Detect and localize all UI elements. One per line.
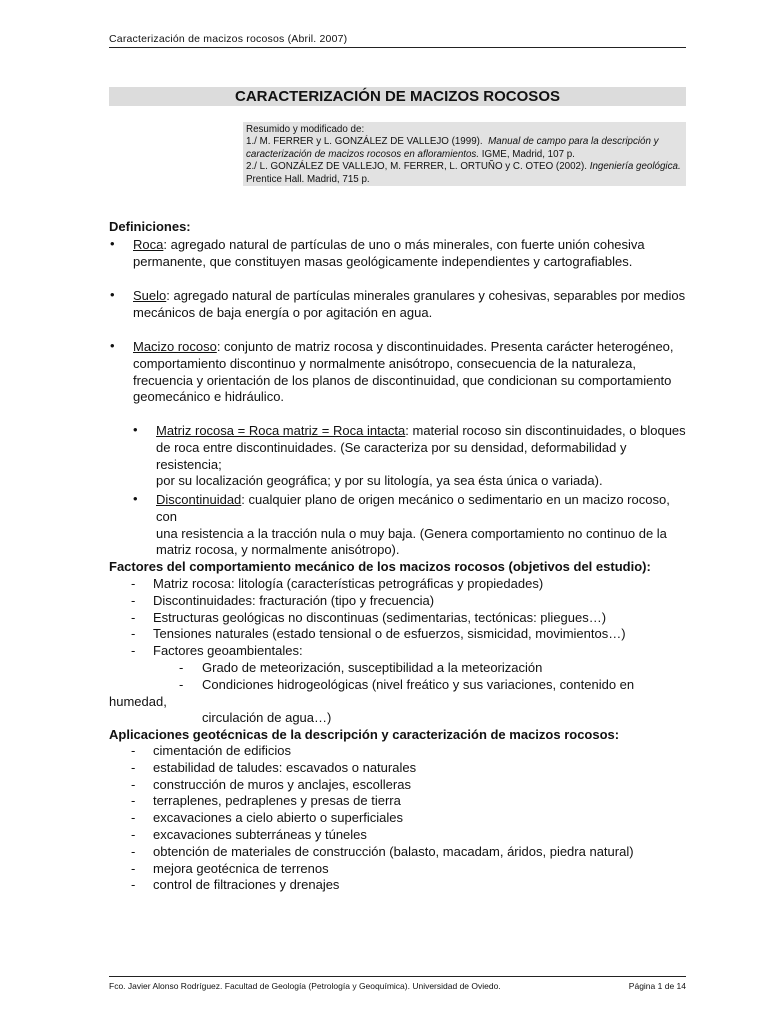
term-discontinuidad: Discontinuidad — [156, 492, 242, 507]
list-item: - construcción de muros y anclajes, escolleras — [131, 776, 411, 792]
list-item: - terraplenes, pedraplenes y presas de tierra — [131, 793, 401, 809]
list-item: - cimentación de edificios — [131, 743, 292, 758]
list-item: - Estructuras geológicas no discontinuas (sedimentarias, tectónicas: pliegues…) — [131, 609, 607, 625]
list-item: - Discontinuidades: fracturación (tipo y frecuencia) — [131, 592, 435, 608]
def-macizo-rocoso: Macizo rocoso: conjunto de matriz rocosa y discontinuidades. Presenta carácter heterogéneo, comportamiento discontinuo y normalmente anisótropo, consecuencia de la naturaleza, frecuencia y orientación de los planos de discontinuidad, que condicionan su comportamiento geomecánico e hidráulico. — [133, 339, 674, 405]
list-item: - control de filtraciones y drenajes — [131, 877, 340, 893]
reference-intro: Resumido y modificado de: — [246, 124, 365, 135]
running-header: Caracterización de macizos rocosos (Abril. 2007) — [109, 33, 348, 45]
page-title: CARACTERIZACIÓN DE MACIZOS ROCOSOS — [109, 87, 686, 106]
sub-list-item: - Condiciones hidrogeológicas (nivel freático y sus variaciones, contenido en humedad, — [109, 676, 635, 709]
list-item: - Matriz rocosa: litología (características petrográficas y propiedades) — [131, 576, 544, 591]
def-roca: Roca: agregado natural de partículas de uno o más minerales, con fuerte unión cohesiva permanente, que constituyen masas geológicamente independientes y cartografiables. — [133, 237, 645, 269]
def-discontinuidad: Discontinuidad: cualquier plano de origen mecánico o sedimentario en un macizo rocoso, con una resistencia a la tracción nula o muy baja. (Genera comportamiento no continuo de la matriz rocosa, y normalmente anisótropo). — [156, 492, 670, 558]
list-item: - excavaciones a cielo abierto o superficiales — [131, 810, 404, 826]
aplicaciones-list — [109, 743, 689, 894]
term-macizo-rocoso: Macizo rocoso — [133, 339, 217, 354]
list-item: - Factores geoambientales: — [131, 643, 303, 659]
list-item: - obtención de materiales de construcción (balasto, macadam, áridos, piedra natural) — [131, 843, 634, 859]
reference-1-cont: caracterización de macizos rocosos en afloramientos. IGME, Madrid, 107 p. — [246, 148, 575, 160]
bullet-icon: • — [133, 491, 138, 506]
section-heading-aplicaciones: Aplicaciones geotécnicas de la descripción y caracterización de macizos rocosos: — [109, 727, 620, 742]
bullet-icon: • — [110, 338, 115, 353]
def-matriz-rocosa: Matriz rocosa = Roca matriz = Roca intacta: material rocoso sin discontinuidades, o bloques de roca entre discontinuidades. (Se caracteriza por su densidad, deformabilidad y resistencia; por su localización geográfica; y por su litología, ya sea ésta única o variada). — [156, 423, 686, 489]
reference-1: 1./ M. FERRER y L. GONZÁLEZ DE VALLEJO (1999). Manual de campo para la descripción y — [246, 136, 659, 148]
list-item: - Tensiones naturales (estado tensional o de esfuerzos, sismicidad, movimientos…) — [131, 626, 626, 642]
list-item: - estabilidad de taludes: escavados o naturales — [131, 759, 417, 775]
list-item: - mejora geotécnica de terrenos — [131, 860, 329, 876]
bullet-icon: • — [110, 287, 115, 302]
reference-2: 2./ L. GONZÁLEZ DE VALLEJO, M. FERRER, L. ORTUÑO y C. OTEO (2002). Ingeniería geológica. — [246, 161, 681, 173]
term-matriz-rocosa: Matriz rocosa = Roca matriz = Roca intacta — [156, 423, 406, 438]
term-roca: Roca — [133, 237, 164, 252]
factores-list — [109, 576, 689, 727]
sub-list-item-cont: circulación de agua…) — [202, 710, 332, 726]
section-heading-definiciones: Definiciones: — [109, 219, 191, 234]
header-rule — [109, 47, 686, 48]
list-item: - excavaciones subterráneas y túneles — [131, 826, 367, 842]
reference-2-cont: Prentice Hall. Madrid, 715 p. — [246, 173, 370, 185]
bullet-icon: • — [133, 422, 138, 437]
bullet-icon: • — [110, 236, 115, 251]
section-heading-factores: Factores del comportamiento mecánico de los macizos rocosos (objetivos del estudio): — [109, 559, 651, 574]
sub-list-item: - Grado de meteorización, susceptibilidad a la meteorización — [179, 659, 543, 675]
reference-box — [243, 122, 686, 186]
def-suelo: Suelo: agregado natural de partículas minerales granulares y cohesivas, separables por medios mecánicos de baja energía o por agitación en agua. — [133, 288, 686, 320]
footer-rule — [109, 976, 686, 977]
page-number: Página 1 de 14 — [628, 981, 686, 991]
footer-author: Fco. Javier Alonso Rodríguez. Facultad de Geología (Petrología y Geoquímica). Universidad de Oviedo. — [109, 981, 501, 991]
term-suelo: Suelo — [133, 288, 167, 303]
